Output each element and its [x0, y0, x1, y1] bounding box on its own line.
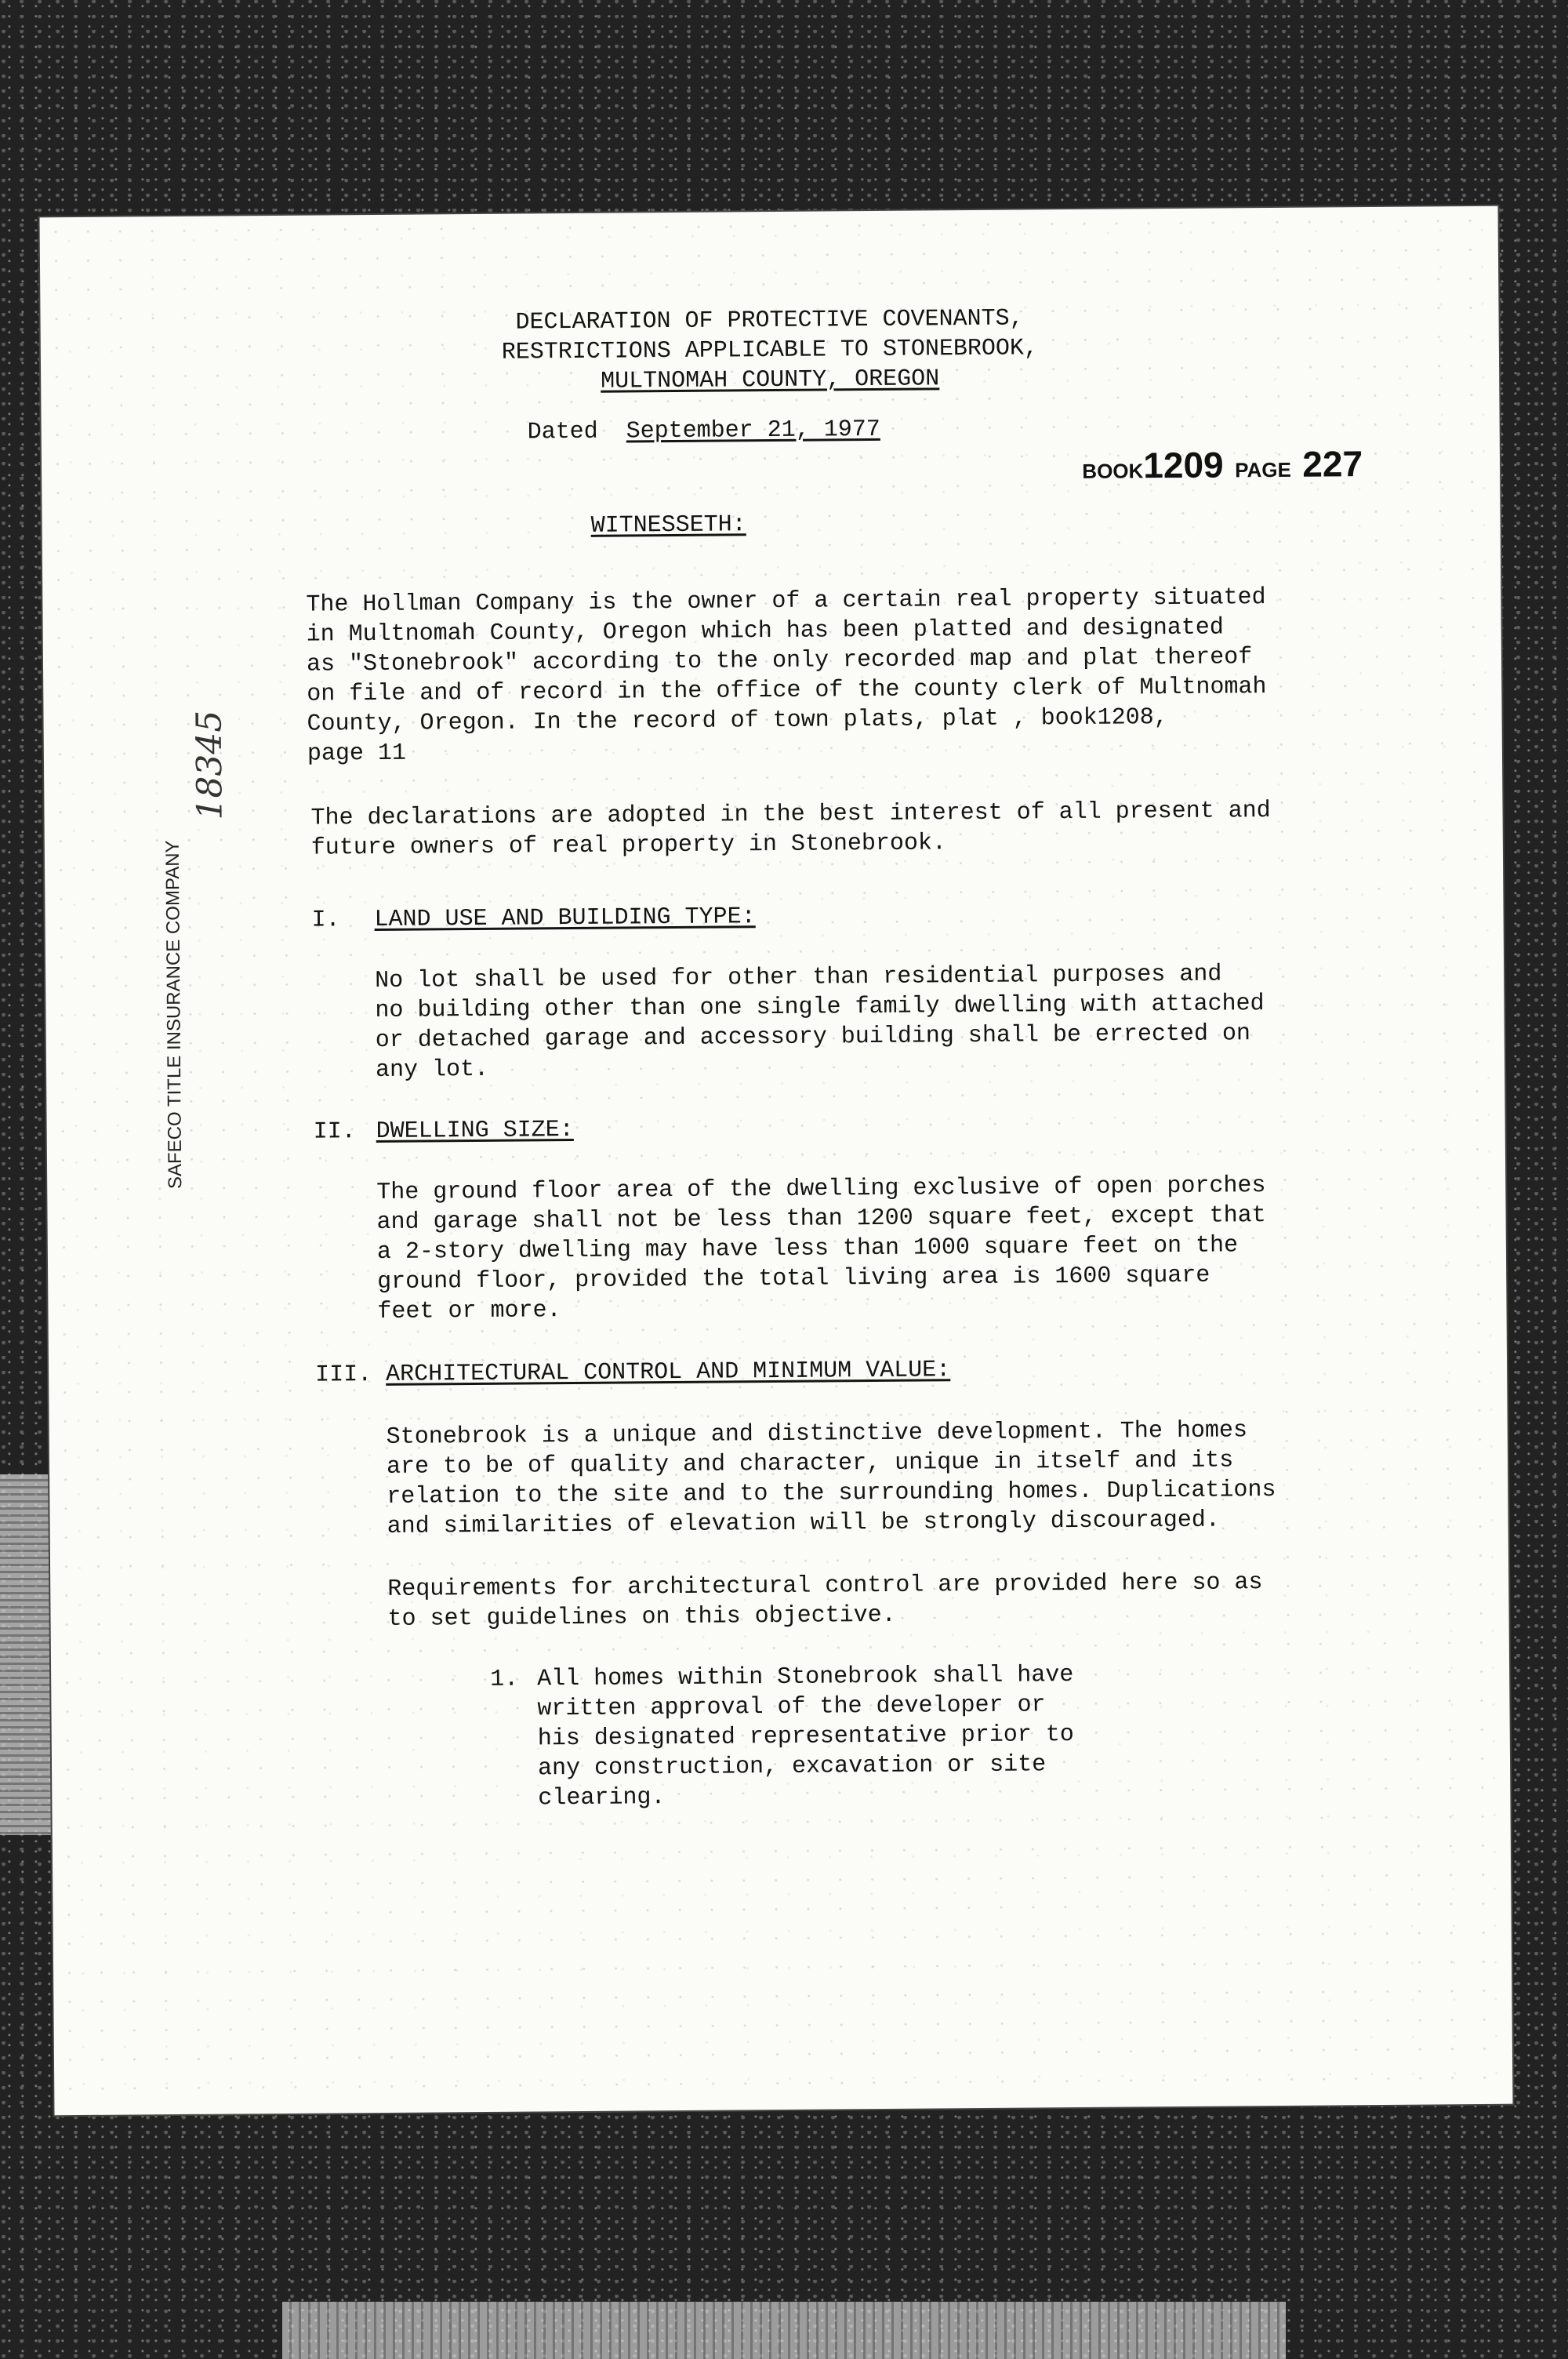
section-line: feet or more.	[377, 1297, 561, 1325]
section-line: or detached garage and accessory building shall be errected on	[375, 1020, 1251, 1055]
item-line: his designated representative prior to	[537, 1721, 1075, 1753]
declaration-line: The declarations are adopted in the best interest of all present and	[310, 798, 1271, 832]
margin-handwritten-number: 18345	[189, 710, 230, 820]
dated-line	[528, 415, 880, 448]
section-line: and garage shall not be less than 1200 square feet, except that	[376, 1202, 1266, 1237]
section-numeral: I.	[311, 907, 340, 934]
section-numeral: II.	[313, 1118, 356, 1146]
document-page	[40, 206, 1513, 2116]
title-line-2: RESTRICTIONS APPLICABLE TO STONEBROOK,	[501, 335, 1039, 366]
item-line: All homes within Stonebrook shall have	[537, 1662, 1074, 1693]
book-page-stamp	[1082, 442, 1363, 487]
section-line: No lot shall be used for other than residential purposes and	[375, 961, 1222, 995]
item-number: 1.	[490, 1666, 519, 1693]
intro-line: page 11	[307, 740, 407, 768]
intro-line: County, Oregon. In the record of town plats, plat , book1208,	[307, 704, 1168, 738]
section-line: ground floor, provided the total living area is 1600 square	[377, 1262, 1210, 1296]
intro-line: on file and of record in the office of the county clerk of Multnomah	[307, 674, 1267, 708]
title-line-3: MULTNOMAH COUNTY, OREGON	[601, 365, 940, 395]
section-numeral: III.	[314, 1361, 372, 1389]
title-line-1: DECLARATION OF PROTECTIVE COVENANTS,	[515, 305, 1024, 336]
book-label: BOOK	[1082, 459, 1144, 483]
declaration-line: future owners of real property in Stonebrook.	[310, 830, 947, 862]
item-line: clearing.	[538, 1784, 666, 1812]
intro-line: as "Stonebrook" according to the only recorded map and plat thereof	[306, 644, 1253, 678]
item-line: any construction, excavation or site	[537, 1751, 1047, 1783]
scan-noise	[40, 206, 1513, 2116]
book-number: 1209	[1143, 444, 1224, 486]
section-title: DWELLING SIZE:	[376, 1117, 574, 1146]
section-title: LAND USE AND BUILDING TYPE:	[374, 903, 756, 934]
section-line: no building other than one single family dwelling with attached	[375, 990, 1265, 1025]
dated-label: Dated	[527, 418, 598, 446]
intro-line: The Hollman Company is the owner of a certain real property situated	[306, 584, 1266, 619]
margin-stamp: SAFECO TITLE INSURANCE COMPANY	[162, 840, 187, 1190]
intro-line: in Multnomah County, Oregon which has been platted and designated	[306, 614, 1225, 649]
section-line: Stonebrook is a unique and distinctive development. The homes	[386, 1417, 1248, 1451]
section-line: relation to the site and to the surrounding homes. Duplications	[387, 1477, 1276, 1510]
section-line: The ground floor area of the dwelling exclusive of open porches	[376, 1172, 1266, 1207]
section-line: and similarities of elevation will be strongly discouraged.	[387, 1507, 1220, 1540]
section-line: any lot.	[375, 1056, 489, 1085]
scan-artifact-left	[0, 1474, 55, 1835]
dated-value: September 21, 1977	[626, 416, 880, 445]
section-line: a 2-story dwelling may have less than 1000 square feet on the	[376, 1232, 1239, 1267]
page-label: PAGE	[1235, 457, 1292, 482]
section-title: ARCHITECTURAL CONTROL AND MINIMUM VALUE:	[385, 1357, 951, 1388]
section-line: are to be of quality and character, unique in itself and its	[386, 1447, 1234, 1481]
item-line: written approval of the developer or	[537, 1692, 1046, 1723]
section-line: Requirements for architectural control are provided here so as	[387, 1569, 1263, 1603]
page-number: 227	[1302, 443, 1363, 485]
scan-artifact-bottom	[282, 2302, 1286, 2359]
section-line: to set guidelines on this objective.	[387, 1601, 896, 1633]
witnesseth-heading: WITNESSETH:	[590, 511, 746, 540]
